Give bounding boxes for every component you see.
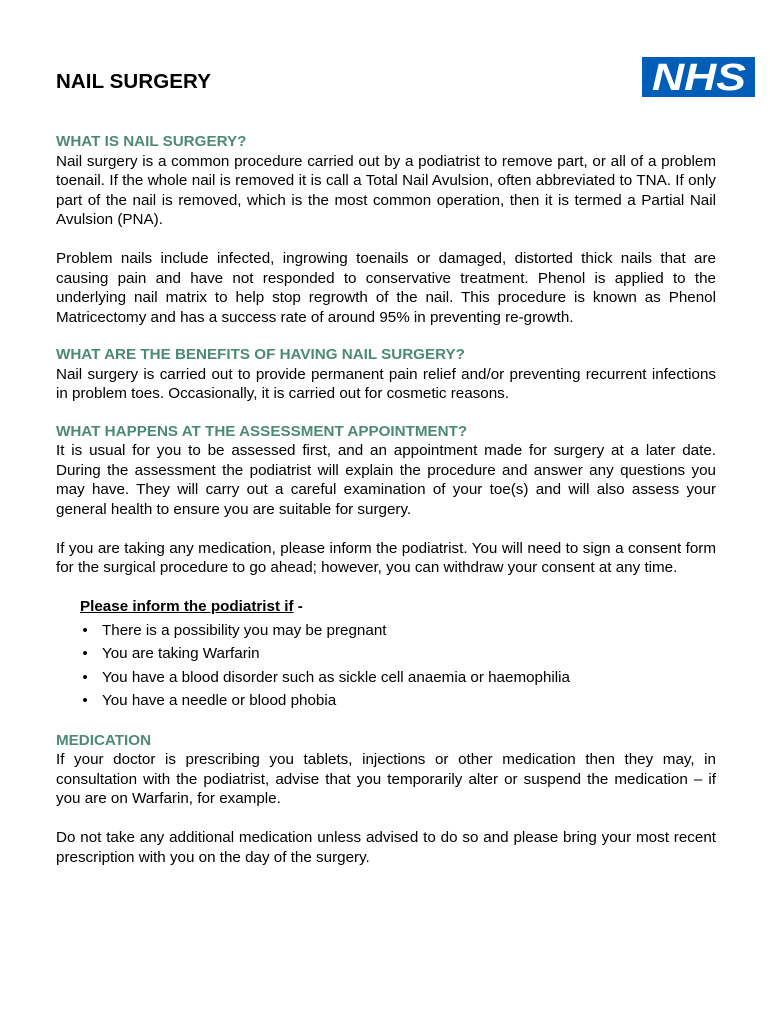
inform-podiatrist-block [80, 596, 716, 713]
list-item-text: You have a needle or blood phobia [102, 692, 337, 709]
inform-podiatrist-label-suffix: - [293, 597, 303, 615]
bullet-icon: • [82, 668, 88, 686]
list-item-text: There is a possibility you may be pregnant [102, 621, 387, 639]
paragraph-medication-1: If your doctor is prescribing you tablets, injections or other medication then they may, in consultation with the podiatrist, advise that you temporarily alter or suspend the medication – if you are on Warfarin, for example. [56, 751, 716, 807]
paragraph-assessment-1: It is usual for you to be assessed first, and an appointment made for surgery at a later date. During the assessment the podiatrist will explain the procedure and answer any questions you may have. They will carry out a careful examination of your toe(s) and will also assess your general health to ensure you are suitable for surgery. [56, 442, 716, 518]
list-item [80, 619, 716, 643]
list-item [80, 689, 716, 713]
paragraph-medication-2: Do not take any additional medication unless advised to do so and please bring your most recent prescription with you on the day of the surgery. [56, 829, 716, 866]
paragraph-assessment-2: If you are taking any medication, please inform the podiatrist. You will need to sign a consent form for the surgical procedure to go ahead; however, you can withdraw your consent at any time. [56, 539, 716, 576]
list-item-text: You have a blood disorder such as sickle cell anaemia or haemophilia [102, 668, 571, 686]
section-heading-benefits: WHAT ARE THE BENEFITS OF HAVING NAIL SURGERY? [56, 346, 465, 363]
bullet-icon: • [82, 692, 88, 709]
inform-podiatrist-label [80, 596, 716, 617]
bullet-icon: • [82, 621, 88, 639]
document-body [56, 132, 716, 867]
nhs-logo [642, 57, 755, 97]
bullet-icon: • [82, 645, 88, 662]
paragraph-what-is-1: Nail surgery is a common procedure carried out by a podiatrist to remove part, or all of a problem toenail. If the whole nail is removed it is call a Total Nail Avulsion, often abbreviated to TNA. If only part of the nail is removed, which is the most common operation, then it is termed a Partial Nail Avulsion (PNA). [56, 152, 716, 228]
page-title: NAIL SURGERY [56, 70, 211, 93]
inform-podiatrist-label-text: Please inform the podiatrist if [80, 597, 294, 615]
section-heading-what-is: WHAT IS NAIL SURGERY? [56, 133, 247, 150]
inform-bullet-list [80, 619, 716, 713]
section-heading-medication: MEDICATION [56, 731, 152, 749]
list-item [80, 666, 716, 690]
section-heading-assessment: WHAT HAPPENS AT THE ASSESSMENT APPOINTMENT? [56, 422, 468, 440]
paragraph-benefits-1: Nail surgery is carried out to provide permanent pain relief and/or preventing recurrent infections in problem toes. Occasionally, it is carried out for cosmetic reasons. [56, 365, 716, 402]
paragraph-what-is-2: Problem nails include infected, ingrowing toenails or damaged, distorted thick nails that are causing pain and have not responded to conservative treatment. Phenol is applied to the underlying nail matrix to help stop regrowth of the nail. This procedure is known as Phenol Matricectomy and has a success rate of around 95% in preventing re-growth. [56, 250, 716, 326]
list-item-text: You are taking Warfarin [102, 645, 260, 662]
nhs-logo-text: NHS [652, 57, 746, 97]
list-item [80, 642, 716, 666]
